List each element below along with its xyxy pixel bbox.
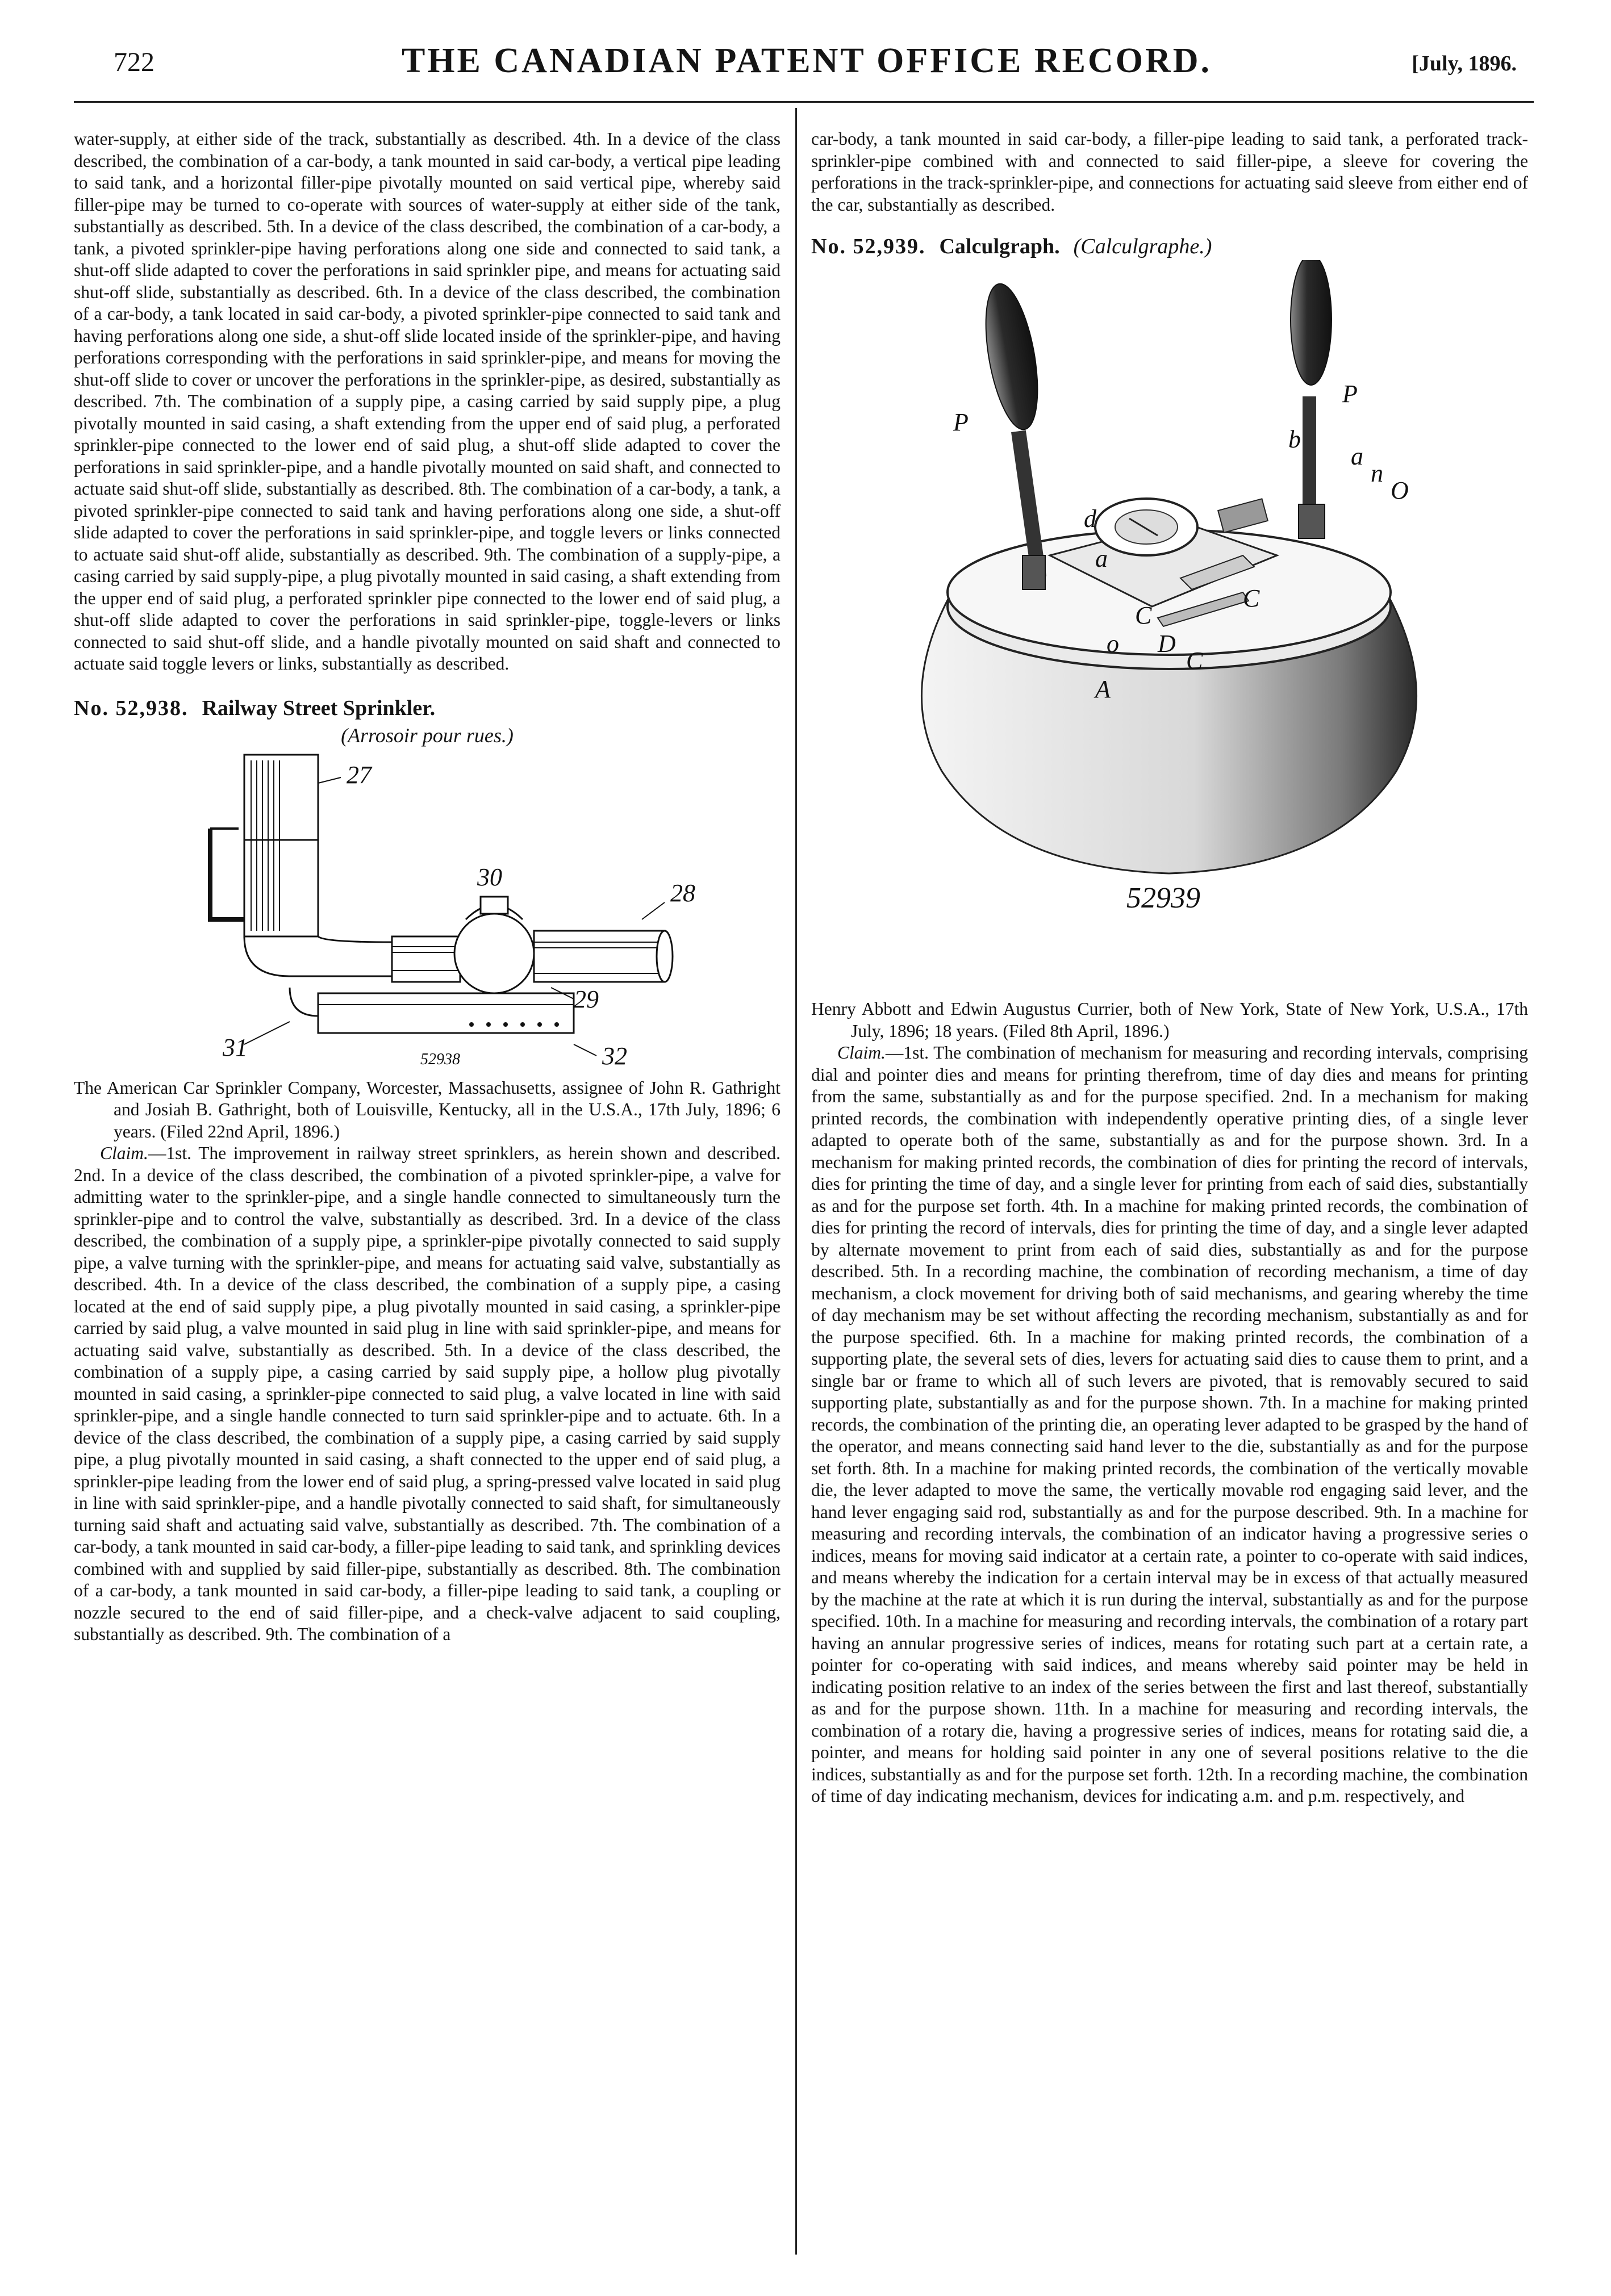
grantee-52939: Henry Abbott and Edwin Augustus Currier, both of New York, State of New York, U.S.A., 17th July, 1896; 18 years. (Filed 8th April, 1896.) [811,999,1528,1041]
claim-label: Claim. [837,1043,886,1063]
figure-label-o-left: o [1107,630,1119,658]
patent-french-title: (Calculgraphe.) [1073,235,1212,258]
figure-label-d-lower: D [1158,630,1176,658]
calculgraph-figure [811,260,1528,998]
patent-number: No. 52,938. [74,696,189,720]
continued-claims-text-right: car-body, a tank mounted in said car-body, a filler-pipe leading to said tank, a perforated track-sprinkler-pipe combined with and connected to said filler-pipe, a sleeve for covering the perforations in the track-sprinkler-pipe, and connections for actuating said sleeve from either end of the car, substantially as described. [811,129,1528,215]
figure-label-32: 32 [602,1042,627,1067]
patent-number: No. 52,939. [811,235,926,258]
issue-date: [July, 1896. [1412,52,1517,76]
journal-title: THE CANADIAN PATENT OFFICE RECORD. [401,41,1212,80]
figure-label-d: d [1084,505,1096,533]
figure-caption: 52939 [1126,882,1200,914]
continued-claims-text: water-supply, at either side of the track, substantially as described. 4th. In a device of the class described, the combination of a car-body, a tank mounted in said car-body, a vertical pipe leading to said tank, and a horizontal filler-pipe pivotally mounted on said vertical pipe, whereby said filler-pipe may be turned to co-operate with sources of water-supply at either side of the tank, substantially as described. 5th. In a device of the class described, the combination of a car-body, a tank, a pivoted sprinkler-pipe having perforations along one side and connected to said tank, a shut-off slide adapted to cover the perforations in said sprinkler pipe, and means for actuating said shut-off slide, substantially as described. 6th. In a device of the class described, the combination of a car-body, a tank located in said car-body, a pivoted sprinkler-pipe connected to said tank and having perforations along one side, a shut-off slide located inside of the sprinkler-pipe, and having perforations corresponding with the perforations in said sprinkler-pipe, and means for moving the shut-off slide to cover or uncover the perforations in the sprinkler-pipe, as desired, substantially as described. 7th. The combination of a supply pipe, a casing carried by said supply pipe, a plug pivotally mounted in said casing, a shaft extending from the upper end of said plug, a perforated sprinkler-pipe connected to the lower end of said plug, a shut-off slide adapted to cover the perforations in said sprinkler-pipe, and a handle pivotally mounted on said shaft, and connected to actuate said shut-off slide, substantially as described. 8th. The combination of a car-body, a tank, a pivoted sprinkler-pipe connected to said tank and having perforations along one side, a shut-off slide adapted to cover the perforations in said sprinkler-pipe, and toggle levers or links connected to actuate said shut-off alide, substantially as described. 9th. The combination of a supply-pipe, a casing carried by said supply-pipe, a plug pivotally mounted in said casing, a shaft extending from the upper end of said plug, a perforated sprinkler pipe connected to the lower end of said plug, a shut-off slide adapted to cover the perforations in said sprinkler-pipe, toggle-levers or links connected to said shut-off slide, and a handle pivotally mounted on said shaft and connected to actuate said toggle levers or links, substantially as described. [74,129,781,674]
patent-heading-52939 [811,233,1528,260]
page-header [80,41,1534,86]
figure-label-28: 28 [670,879,695,907]
figure-label-a-top: a [1351,442,1363,470]
figure-label-c-low: C [1135,601,1152,629]
page-number: 722 [114,47,155,77]
patent-french-title: (Arrosoir pour rues.) [341,723,514,747]
figure-label-29: 29 [574,985,599,1013]
figure-label-a-mid: a [1095,545,1108,572]
patent-title: Railway Street Sprinkler. [202,696,436,720]
figure-label-p-left: P [953,408,969,436]
claim-text: —1st. The improvement in railway street sprinklers, as herein shown and described. 2nd. In a device of the class described, the combination of a pivoted sprinkler-pipe, a valve for admitting water to the sprinkler-pipe, and a single handle connected to simultaneously turn the sprinkler-pipe and to control the valve, substantially as described. 3rd. In a device of the class described, the combination of a supply pipe, a sprinkler-pipe pivotally connected to said supply pipe, a valve turning with the sprinkler-pipe, and means for actuating said valve, substantially as described. 4th. In a device of the class described, the combination of a supply pipe, a casing located at the end of said supply pipe, a plug pivotally mounted in said casing, a sprinkler-pipe carried by said plug, a valve mounted in said plug in line with said sprinkler-pipe, and means for actuating said valve, substantially as described. 5th. In a device of the class described, the combination of a supply pipe, a casing carried by said supply pipe, a hollow plug pivotally mounted in said casing, a sprinkler-pipe connected to said plug, a valve located in line with said sprinkler-pipe, and a single handle connected to turn said sprinkler-pipe and to actuate. 6th. In a device of the class described, the combination of a supply pipe, a casing carried by said supply pipe, a plug pivotally mounted in said casing, a shaft connected to the upper end of said plug, a sprinkler-pipe leading from the lower end of said plug, a spring-pressed valve located in said plug in line with said sprinkler-pipe, and a handle pivotally connected to said shaft, for simultaneously turning said shaft and actuating said valve, substantially as described. 7th. The combination of a car-body, a tank mounted in said car-body, a filler-pipe leading to said tank, and sprinkling devices combined with and supplied by said filler-pipe, substantially as described. 8th. The combination of a car-body, a tank mounted in said car-body, a filler-pipe leading to said tank, a coupling or nozzle secured to the end of said filler-pipe, and a check-valve adjacent to said coupling, substantially as described. 9th. The combination of a [74,1143,781,1644]
figure-caption: 52938 [420,1050,460,1067]
figure-label-c-bottom: C [1186,647,1203,675]
column-divider [795,108,797,2255]
left-column [74,128,781,1646]
figure-label-b: b [1288,425,1301,453]
figure-label-n: n [1371,459,1383,487]
header-rule [74,101,1534,103]
figure-label-31: 31 [223,1033,248,1061]
claim-text: —1st. The combination of mechanism for measuring and recording intervals, comprising dial and pointer dies and means for printing therefrom, time of day dies and means for printing from the same, substantially as and for the purpose specified. 2nd. In a mechanism for making printed records, the combination with independently operative printing dies, of a single lever adapted to operate both of the same, substantially as and for the purpose shown. 3rd. In a mechanism for making printed records, the combination of dies for printing the record of intervals, dies for printing the time of day, and a single lever for printing from each of said dies, substantially as and for the purpose set forth. 4th. In a machine for making printed records, the combination of dies for printing the record of intervals, dies for printing the time of day, and a single lever adapted by alternate movement to print from each of said dies, substantially as and for the purpose described. 5th. In a recording machine, the combination of recording mechanism, a time of day mechanism, a clock movement for driving both of said mechanisms, and gearing whereby the time of day mechanism may be set without affecting the recording mechanism, substantially as and for the purpose specified. 6th. In a machine for making printed records, the combination of a supporting plate, the several sets of dies, levers for actuating said dies to cause them to print, and a single bar or frame to which all of such levers are pivoted, that is removably secured to said supporting plate, substantially as and for the purpose shown. 7th. In a machine for making printed records, the combination of the printing die, an operating lever adapted to be grasped by the hand of the operator, and means connecting said hand lever to the die, substantially as and for the purpose set forth. 8th. In a machine for making printed records, the combination of the vertically movable die, the lever adapted to move the same, the vertically movable rod engaging said lever, and the hand lever engaging said rod, substantially as and for the purpose described. 9th. In a machine for measuring and recording intervals, the combination of an indicator having a progressive series o indices, means for moving said indicator at a certain rate, a pointer to co-operate with said indices, and means whereby the indication for a certain interval may be in excess of that actually measured by the machine at the rate at which it is run during the interval, substantially as and for the purpose specified. 10th. In a machine for measuring and recording intervals, the combination of a rotary part having an annular progressive series of indices, means for rotating such part at a certain rate, a pointer for co-operating with said indices, and means whereby said pointer may be held in indicating position relative to an index of the series between the first and last thereof, substantially as and for the purpose shown. 11th. In a machine for measuring and recording intervals, the combination of a rotary die, having a progressive series of indices, means for rotating said die, a pointer, and means for holding said pointer in any one of several positions relative to the die indices, substantially as and for the purpose set forth. 12th. In a recording machine, the combination of time of day indicating mechanism, devices for indicating a.m. and p.m. respectively, and [811,1043,1528,1806]
claims-52938 [74,1143,781,1646]
right-column [811,128,1528,1808]
figure-label-p-right: P [1342,380,1358,408]
grantee-52938: The American Car Sprinkler Company, Worcester, Massachusetts, assignee of John R. Gathright and Josiah B. Gathright, both of Louisville, Kentucky, all in the U.S.A., 17th July, 1896; 6 years. (Filed 22nd April, 1896.) [74,1077,781,1141]
patent-title: Calculgraph. [939,235,1060,258]
sprinkler-figure [74,749,781,1067]
figure-label-27: 27 [347,760,372,789]
claim-label: Claim. [100,1143,148,1163]
figure-label-a-body: A [1095,675,1111,703]
figure-label-30: 30 [477,863,502,891]
patent-heading-52938 [74,695,781,722]
figure-label-o-right: O [1391,476,1409,504]
claims-52939 [811,1042,1528,1808]
figure-label-c-plate: C [1243,584,1260,612]
